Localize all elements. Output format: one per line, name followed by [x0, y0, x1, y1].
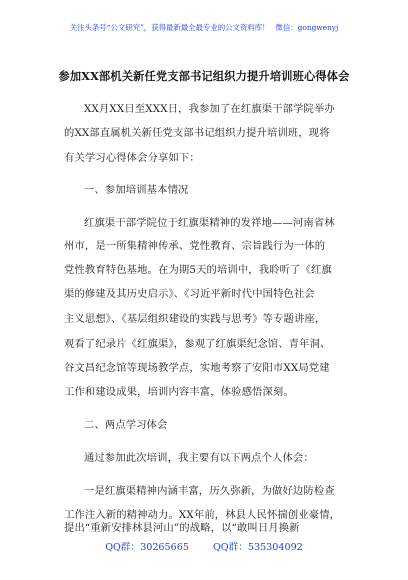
body-line: 工作和建设成果，培训内容丰富，体验感悟深刻。: [64, 386, 294, 398]
body-line: 州市，是一所集精神传承、党性教育、宗旨践行为一体的: [64, 240, 326, 252]
body-line: 谷文昌纪念馆等现场教学点，实地考察了安阳市XX局党建: [64, 362, 330, 374]
body-line: 有关学习心得体会分享如下：: [64, 152, 200, 164]
section-heading: 一、参加培训基本情况: [84, 184, 189, 196]
promo-text: 关注头条号“公文研究”，获得最新最全最专业的公文资料库！: [69, 23, 270, 32]
document-title: 参加XX部机关新任党支部书记组织力提升培训班心得体会: [58, 69, 350, 83]
body-line: 红旗渠干部学院位于红旗渠精神的发祥地——河南省林: [84, 217, 335, 229]
body-line: 主义思想》、《基层组织建设的实践与思考》等专题讲座，: [64, 313, 326, 325]
body-line: 提出“重新安排林县河山”的战略，以“敢叫日月换新: [64, 522, 300, 534]
footer-contacts: [0, 539, 408, 553]
wechat-label: 微信：: [275, 23, 298, 32]
qq-group-2: QQ群：535304092: [212, 542, 303, 553]
promo-banner: [0, 22, 408, 33]
wechat-id: gongwenyj: [297, 23, 339, 32]
body-line: XX月XX日至XXX日，我参加了在红旗渠干部学院举办: [84, 103, 335, 115]
qq-group-1: QQ群：30265665: [105, 542, 189, 553]
body-line: 一是红旗渠精神内涵丰富，历久弥新，为做好边防检查: [84, 485, 335, 497]
body-line: 通过参加此次培训，我主要有以下两点个人体会：: [84, 452, 314, 464]
body-line: 的XX部直属机关新任党支部书记组织力提升培训班，现将: [64, 127, 330, 139]
body-line: 渠的修建及其历史启示》、《习近平新时代中国特色社会: [64, 288, 315, 300]
body-line: 工作注入新的精神动力。XX年前，林县人民怀揣创业豪情，: [64, 509, 341, 521]
body-line: 党性教育特色基地。在为期5天的培训中，我聆听了《红旗: [64, 264, 332, 276]
body-line: 观看了纪录片《红旗渠》，参观了红旗渠纪念馆、青年洞、: [64, 338, 331, 350]
section-heading: 二、两点学习体会: [84, 419, 168, 431]
